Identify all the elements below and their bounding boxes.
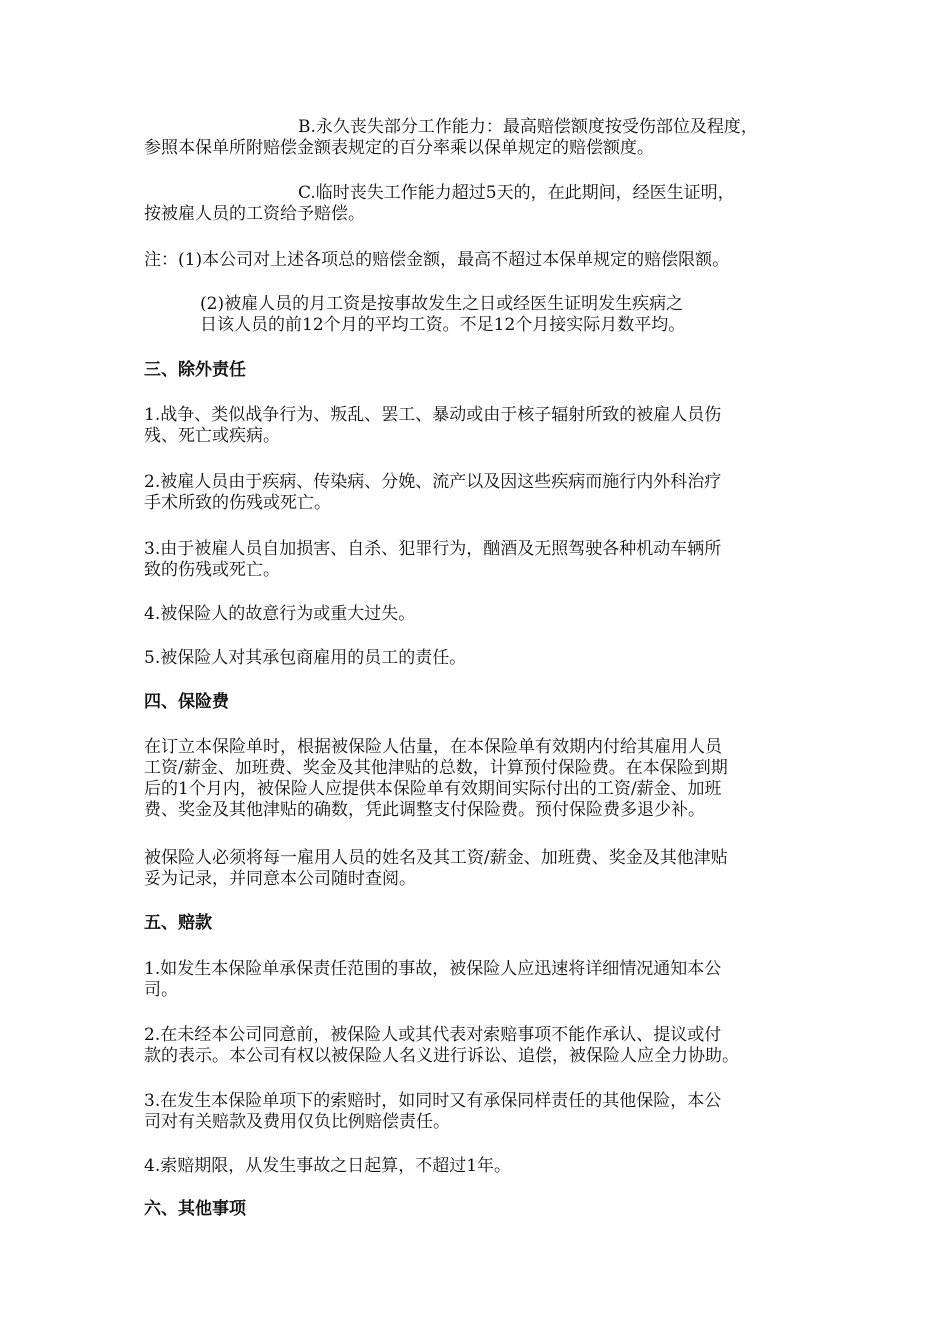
note-2 <box>200 294 810 336</box>
text-line: C.临时丧失工作能力超过5天的，在此期间，经医生证明， <box>298 183 735 203</box>
text-line: 5.被保险人对其承包商雇用的员工的责任。 <box>144 648 467 668</box>
text-line: 2.被雇人员由于疾病、传染病、分娩、流产以及因这些疾病而施行内外科治疗 <box>144 472 722 492</box>
text-line: 后的1个月内，被保险人应提供本保险单有效期间实际付出的工资/薪金、加班 <box>144 779 722 799</box>
claims-item-3 <box>144 1091 808 1133</box>
text-line: B.永久丧失部分工作能力：最高赔偿额度按受伤部位及程度， <box>298 117 758 137</box>
text-line: 在订立本保险单时，根据被保险人估量，在本保险单有效期内付给其雇用人员 <box>144 737 722 757</box>
text-line: 被保险人必须将每一雇用人员的姓名及其工资/薪金、加班费、奖金及其他津贴 <box>144 848 728 868</box>
text-line: 工资/薪金、加班费、奖金及其他津贴的总数，计算预付保险费。在本保险到期 <box>144 758 728 778</box>
claims-item-2 <box>144 1025 808 1067</box>
text-line: 日该人员的前12个月的平均工资。不足12个月接实际月数平均。 <box>200 315 686 335</box>
item-c-paragraph <box>144 183 808 225</box>
text-line: 参照本保单所附赔偿金额表规定的百分率乘以保单规定的赔偿额度。 <box>144 138 654 158</box>
text-line: 1.战争、类似战争行为、叛乱、罢工、暴动或由于核子辐射所致的被雇人员伤 <box>144 405 722 425</box>
section-heading-other: 六、其他事项 <box>144 1199 246 1219</box>
text-line: 按被雇人员的工资给予赔偿。 <box>144 204 365 224</box>
text-line: 致的伤残或死亡。 <box>144 560 280 580</box>
section-heading-exclusions: 三、除外责任 <box>144 360 246 380</box>
exclusion-item-1 <box>144 405 808 447</box>
text-line: 2.在未经本公司同意前，被保险人或其代表对索赔事项不能作承认、提议或付 <box>144 1025 722 1045</box>
text-line: 费、奖金及其他津贴的确数，凭此调整支付保险费。预付保险费多退少补。 <box>144 800 705 820</box>
text-line: 手术所致的伤残或死亡。 <box>144 493 331 513</box>
claims-item-4 <box>144 1156 808 1177</box>
exclusion-item-3 <box>144 539 808 581</box>
text-line: 司对有关赔款及费用仅负比例赔偿责任。 <box>144 1112 450 1132</box>
note-1 <box>144 250 808 271</box>
premium-paragraph-2 <box>144 848 808 890</box>
claims-item-1 <box>144 959 808 1001</box>
text-line: 妥为记录，并同意本公司随时查阅。 <box>144 869 416 889</box>
text-line: 3.在发生本保险单项下的索赔时，如同时又有承保同样责任的其他保险，本公 <box>144 1091 722 1111</box>
section-heading-premium: 四、保险费 <box>144 692 229 712</box>
exclusion-item-4 <box>144 604 808 625</box>
text-line: 司。 <box>144 980 178 1000</box>
section-heading-claims: 五、赔款 <box>144 913 212 933</box>
item-b-paragraph <box>144 117 808 159</box>
exclusion-item-2 <box>144 472 808 514</box>
text-line: 3.由于被雇人员自加损害、自杀、犯罪行为，酗酒及无照驾驶各种机动车辆所 <box>144 539 722 559</box>
text-line: 残、死亡或疾病。 <box>144 426 280 446</box>
text-line: 4.索赔期限，从发生事故之日起算，不超过1年。 <box>144 1156 512 1176</box>
exclusion-item-5 <box>144 648 808 669</box>
text-line: 款的表示。本公司有权以被保险人名义进行诉讼、追偿，被保险人应全力协助。 <box>144 1046 739 1066</box>
text-line: 4.被保险人的故意行为或重大过失。 <box>144 604 416 624</box>
text-line: 1.如发生本保险单承保责任范围的事故，被保险人应迅速将详细情况通知本公 <box>144 959 722 979</box>
premium-paragraph-1 <box>144 737 808 821</box>
text-line: (2)被雇人员的月工资是按事故发生之日或经医生证明发生疾病之 <box>200 294 684 314</box>
text-line: 注：(1)本公司对上述各项总的赔偿金额，最高不超过本保单规定的赔偿限额。 <box>144 250 730 270</box>
